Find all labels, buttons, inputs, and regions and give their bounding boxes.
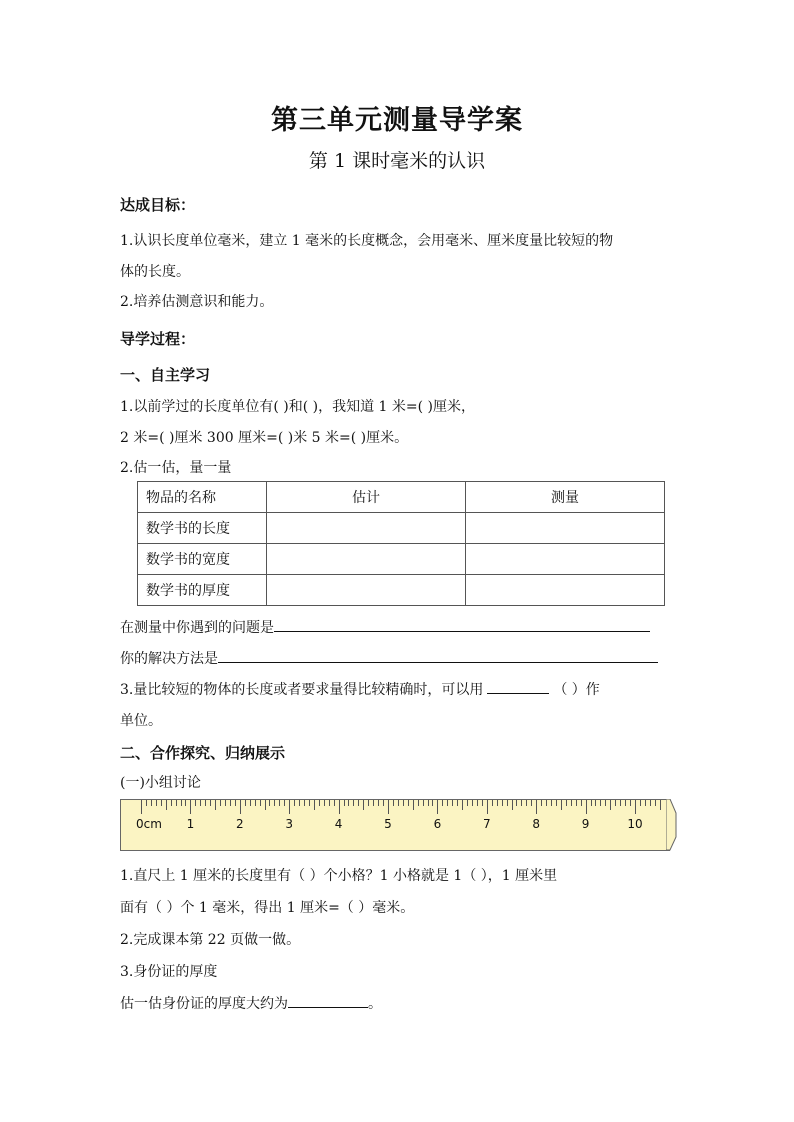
goals-heading: 达成目标： <box>120 196 196 214</box>
group-discussion-heading: (一)小组讨论 <box>120 775 201 791</box>
estimate-measure-table <box>137 481 665 606</box>
ruler-tick <box>516 800 517 806</box>
ruler-tick <box>521 800 522 806</box>
ruler-tick <box>378 800 379 806</box>
ruler-label: 3 <box>285 817 294 831</box>
ruler-tick <box>225 800 226 806</box>
ruler-tick <box>398 800 399 806</box>
ruler-tick <box>556 800 557 806</box>
ruler-tick <box>299 800 300 806</box>
ruler-tick <box>413 800 414 810</box>
ruler-tick <box>541 800 542 806</box>
ruler-tick <box>457 800 458 806</box>
ruler-label: 0cm <box>136 817 162 831</box>
ruler-tick <box>171 800 172 806</box>
solution-answer-blank[interactable] <box>218 662 658 663</box>
ruler-tick <box>393 800 394 806</box>
ruler-tick <box>507 800 508 806</box>
ruler-tick <box>551 800 552 806</box>
ruler-tick <box>235 800 236 806</box>
ruler-tick <box>492 800 493 806</box>
page-title: 第三单元测量导学案 <box>271 105 523 136</box>
table-header: 测量 <box>466 482 665 513</box>
table-header-row <box>138 482 665 513</box>
table-row <box>138 575 665 606</box>
ruler-tick <box>591 800 592 806</box>
ruler-label: 6 <box>433 817 442 831</box>
question-3-line-1 <box>120 679 600 699</box>
problem-label: 在测量中你遇到的问题是 <box>120 620 274 636</box>
ruler-image <box>120 799 676 851</box>
table-row-label: 数学书的厚度 <box>138 575 267 606</box>
ruler-tick <box>408 800 409 806</box>
ruler-tick <box>502 800 503 806</box>
question-2: 2.估一估，量一量 <box>120 460 232 476</box>
ruler-tick <box>324 800 325 806</box>
ruler-tick <box>240 800 241 814</box>
ruler-tick <box>215 800 216 810</box>
ruler-tick <box>260 800 261 806</box>
ruler-tick <box>423 800 424 806</box>
ruler-tick <box>645 800 646 806</box>
ruler-tick <box>531 800 532 806</box>
ruler-label: 7 <box>482 817 491 831</box>
ruler-tick <box>383 800 384 806</box>
ruler-tick <box>581 800 582 806</box>
ruler-tick <box>477 800 478 806</box>
solution-label: 你的解决方法是 <box>120 651 218 667</box>
discussion-q3: 3.身份证的厚度 <box>120 964 218 980</box>
ruler-tick <box>358 800 359 806</box>
ruler-tick <box>334 800 335 806</box>
ruler-tick <box>620 800 621 806</box>
ruler-tick <box>284 800 285 806</box>
ruler-tick <box>176 800 177 806</box>
ruler-label: 2 <box>235 817 244 831</box>
ruler-tick <box>472 800 473 806</box>
ruler-tick <box>279 800 280 806</box>
ruler-tick <box>497 800 498 806</box>
id-card-estimate-period: 。 <box>368 996 382 1012</box>
ruler-tick <box>146 800 147 806</box>
ruler-tick <box>255 800 256 806</box>
measure-cell[interactable] <box>466 575 665 606</box>
ruler-tick <box>615 800 616 806</box>
discussion-q1-line-2: 面有（ ）个 1 毫米，得出 1 厘米=（ ）毫米。 <box>120 900 415 916</box>
ruler-tick <box>432 800 433 806</box>
ruler-tick <box>161 800 162 806</box>
ruler-tick <box>329 800 330 806</box>
ruler-tick <box>650 800 651 806</box>
ruler-label: 9 <box>581 817 590 831</box>
ruler-tick <box>314 800 315 810</box>
ruler-tick <box>151 800 152 806</box>
goal-item-2: 2.培养估测意识和能力。 <box>120 294 274 310</box>
ruler-tick <box>561 800 562 810</box>
ruler-tick <box>388 800 389 814</box>
goal-item-1-line-2: 体的长度。 <box>120 264 190 280</box>
ruler-tick <box>319 800 320 806</box>
ruler-tick <box>368 800 369 806</box>
estimate-cell[interactable] <box>267 513 466 544</box>
ruler-tick <box>156 800 157 806</box>
ruler-tick <box>185 800 186 806</box>
ruler-tick <box>462 800 463 810</box>
question-3-suffix: （ ）作 <box>553 682 600 698</box>
id-card-estimate-line <box>120 993 382 1013</box>
ruler-tick <box>141 800 142 814</box>
ruler-tick <box>220 800 221 806</box>
unit-answer-blank[interactable] <box>487 693 549 694</box>
ruler-tick <box>640 800 641 806</box>
ruler-tick <box>536 800 537 814</box>
ruler-broken-edge <box>666 799 678 851</box>
ruler-tick <box>304 800 305 806</box>
ruler-tick <box>418 800 419 806</box>
solution-line <box>120 648 658 668</box>
question-1-line-1: 1.以前学过的长度单位有( )和( )，我知道 1 米=( )厘米， <box>120 399 476 415</box>
question-1-line-2: 2 米=( )厘米 300 厘米=( )米 5 米=( )厘米。 <box>120 430 409 446</box>
ruler-tick <box>363 800 364 810</box>
ruler-tick <box>442 800 443 806</box>
table-row <box>138 513 665 544</box>
ruler-tick <box>447 800 448 806</box>
ruler-tick <box>245 800 246 806</box>
problem-answer-blank[interactable] <box>274 631 650 632</box>
ruler-tick <box>660 800 661 810</box>
ruler-tick <box>586 800 587 814</box>
ruler-tick <box>428 800 429 806</box>
ruler-tick <box>452 800 453 806</box>
ruler-tick <box>353 800 354 806</box>
ruler-tick <box>576 800 577 806</box>
ruler-tick <box>403 800 404 806</box>
ruler-tick <box>600 800 601 806</box>
ruler-tick <box>181 800 182 806</box>
ruler-label: 4 <box>334 817 343 831</box>
ruler-tick <box>230 800 231 806</box>
problem-line <box>120 617 650 637</box>
table-row-label: 数学书的宽度 <box>138 544 267 575</box>
ruler-tick <box>205 800 206 806</box>
ruler-tick <box>655 800 656 806</box>
ruler-tick <box>595 800 596 806</box>
ruler-tick <box>289 800 290 814</box>
discussion-q2: 2.完成课本第 22 页做一做。 <box>120 932 301 948</box>
section-2-heading: 二、合作探究、归纳展示 <box>120 744 286 762</box>
ruler-tick <box>200 800 201 806</box>
id-card-estimate-label: 估一估身份证的厚度大约为 <box>120 996 288 1012</box>
ruler-tick <box>195 800 196 806</box>
page-subtitle: 第 1 课时毫米的认识 <box>308 150 486 172</box>
ruler-tick <box>546 800 547 806</box>
measure-cell[interactable] <box>466 513 665 544</box>
ruler-tick <box>437 800 438 814</box>
table-row-label: 数学书的长度 <box>138 513 267 544</box>
ruler-tick <box>625 800 626 806</box>
ruler-tick <box>467 800 468 806</box>
question-3-text: 3.量比较短的物体的长度或者要求量得比较精确时，可以用 <box>120 682 484 698</box>
estimate-cell[interactable] <box>267 575 466 606</box>
ruler-tick <box>526 800 527 806</box>
discussion-q1-line-1: 1.直尺上 1 厘米的长度里有（ ）个小格？1 小格就是 1（ ），1 厘米里 <box>120 868 558 884</box>
ruler-label: 5 <box>384 817 392 831</box>
goal-item-1-line-1: 1.认识长度单位毫米，建立 1 毫米的长度概念，会用毫米、厘米度量比较短的物 <box>120 233 614 249</box>
ruler-tick <box>294 800 295 806</box>
ruler-tick <box>487 800 488 814</box>
ruler-tick <box>344 800 345 806</box>
ruler-tick <box>630 800 631 806</box>
estimate-cell[interactable] <box>267 544 466 575</box>
ruler-tick <box>348 800 349 806</box>
ruler-tick <box>482 800 483 806</box>
ruler-tick <box>269 800 270 806</box>
id-card-answer-blank[interactable] <box>288 1007 368 1008</box>
ruler-tick <box>373 800 374 806</box>
ruler-label: 10 <box>627 817 643 831</box>
ruler-tick <box>566 800 567 806</box>
ruler-label: 8 <box>532 817 541 831</box>
ruler-tick <box>571 800 572 806</box>
ruler-tick <box>250 800 251 806</box>
ruler-tick <box>512 800 513 810</box>
ruler-tick <box>274 800 275 806</box>
table-row <box>138 544 665 575</box>
table-header: 估计 <box>267 482 466 513</box>
table-header: 物品的名称 <box>138 482 267 513</box>
measure-cell[interactable] <box>466 544 665 575</box>
process-heading: 导学过程： <box>120 330 196 348</box>
ruler-tick <box>610 800 611 810</box>
ruler-label: 1 <box>186 817 195 831</box>
ruler-tick <box>635 800 636 814</box>
ruler-tick <box>265 800 266 810</box>
ruler-tick <box>309 800 310 806</box>
ruler-tick <box>605 800 606 806</box>
ruler-tick <box>166 800 167 810</box>
question-3-line-2: 单位。 <box>120 713 162 729</box>
section-1-heading: 一、自主学习 <box>120 366 211 384</box>
ruler-tick <box>339 800 340 814</box>
ruler-tick <box>190 800 191 814</box>
ruler-tick <box>210 800 211 806</box>
